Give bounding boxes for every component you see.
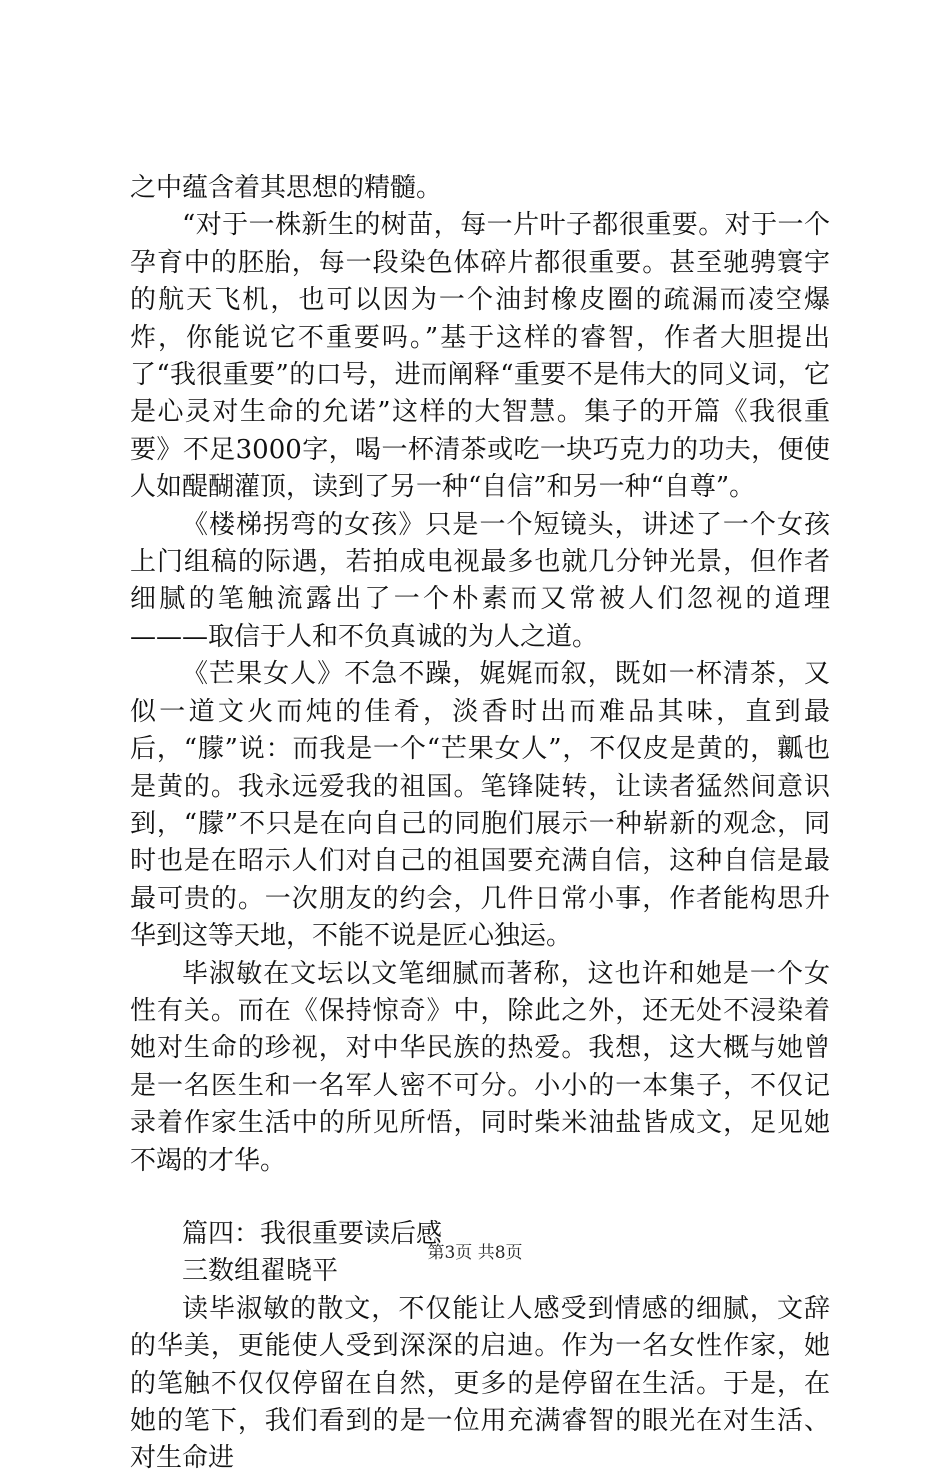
author-line: 三数组翟晓平	[182, 1256, 339, 1287]
paragraph: 《芒果女人》不急不躁，娓娓而叙，既如一杯清茶，又似一道文火而炖的佳肴，淡香时出而难品其味，直到最后，“朦”说：而我是一个“芒果女人”，不仅皮是黄的，瓤也是黄的。我永远爱我的祖国。笔锋陡转，让读者猛然间意识到，“朦”不只是在向自己的同胞们展示一种崭新的观念，同时也是在昭示人们对自己的祖国要充满自信，这种自信是最最可贵的。一次朋友的约会，几件日常小事，作者能构思升华到这等天地，不能不说是匠心独运。	[130, 659, 830, 952]
paragraph: 读毕淑敏的散文，不仅能让人感受到情感的细腻，文辞的华美，更能使人受到深深的启迪。作为一名女性作家，她的笔触不仅仅停留在自然，更多的是停留在生活。于是，在她的笔下，我们看到的是一位用充满睿智的眼光在对生活、对生命进	[130, 1293, 830, 1474]
section-title: 篇四：我很重要读后感	[182, 1218, 443, 1249]
page-number-label: 第3页 共8页	[427, 1243, 523, 1263]
paragraph: 之中蕴含着其思想的精髓。	[130, 173, 443, 203]
section-spacer	[130, 1180, 830, 1216]
paragraph: “对于一株新生的树苗，每一片叶子都很重要。对于一个孕育中的胚胎，每一段染色体碎片都很重要。甚至驰骋寰宇的航天飞机，也可以因为一个油封橡皮圈的疏漏而凌空爆炸，你能说它不重要吗。”基于这样的睿智，作者大胆提出了“我很重要”的口号，进而阐释“重要不是伟大的同义词，它是心灵对生命的允诺”这样的大智慧。集子的开篇《我很重要》不足3000字，喝一杯清茶或吃一块巧克力的功夫，便使人如醍醐灌顶，读到了另一种“自信”和另一种“自尊”。	[130, 210, 830, 503]
document-body	[130, 170, 830, 1478]
paragraph: 《楼梯拐弯的女孩》只是一个短镜头，讲述了一个女孩上门组稿的际遇，若拍成电视最多也就几分钟光景，但作者细腻的笔触流露出了一个朴素而又常被人们忽视的道理———取信于人和不负真诚的为人之道。	[130, 509, 830, 652]
paragraph: 毕淑敏在文坛以文笔细腻而著称，这也许和她是一个女性有关。而在《保持惊奇》中，除此之外，还无处不浸染着她对生命的珍视，对中华民族的热爱。我想，这大概与她曾是一名医生和一名军人密不可分。小小的一本集子，不仅记录着作家生活中的所见所悟，同时柴米油盐皆成文，足见她不竭的才华。	[130, 958, 830, 1176]
page-footer	[0, 1242, 950, 1264]
